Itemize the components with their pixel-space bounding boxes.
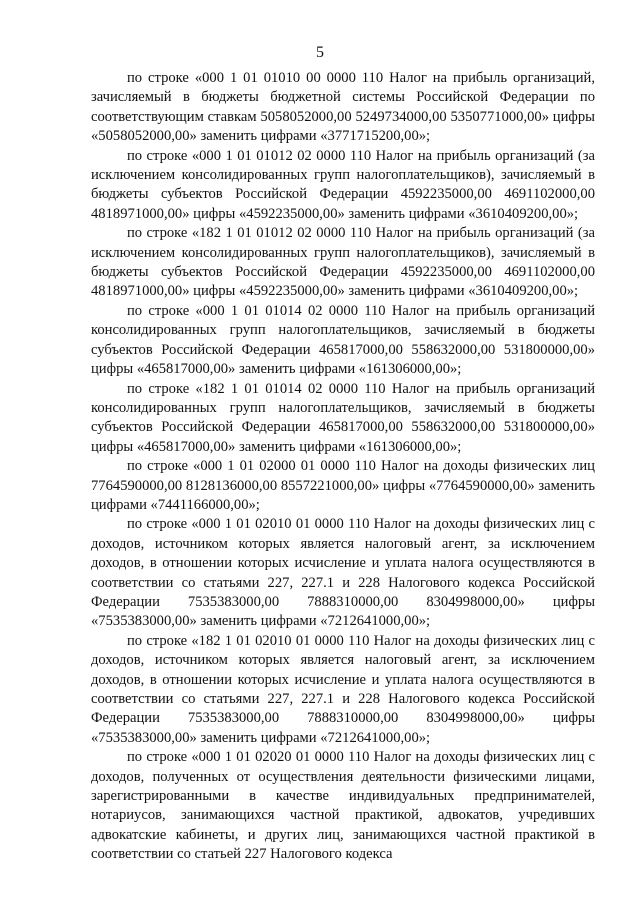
paragraph-8: по строке «182 1 01 02010 01 0000 110 Налог на доходы физических лиц с доходов, источником которых является налоговый агент, за исключением доходов, в отношении которых исчисление и уплата налога осуществляются в соответствии со статьями 227, 227.1 и 228 Налогового кодекса Российской Федерации 7535383000,00 7888310000,00 8304998000,00» цифры «7535383000,00» заменить цифрами «7212641000,00»; <box>91 632 595 746</box>
paragraph-6: по строке «000 1 01 02000 01 0000 110 Налог на доходы физических лиц 7764590000,00 8128136000,00 8557221000,00» цифры «7764590000,00» заменить цифрами «7441166000,00»; <box>91 458 595 513</box>
page-number: 5 <box>316 44 324 61</box>
paragraph-9: по строке «000 1 01 02020 01 0000 110 Налог на доходы физических лиц с доходов, полученных от осуществления деятельности физическими лицами, зарегистрированными в качестве индивидуальных предпринимателей, нотариусов, занимающихся частной практикой, адвокатов, учредивших адвокатские кабинеты, и других лиц, занимающихся частной практикой в соответствии со статьей 227 Налогового кодекса <box>91 749 595 863</box>
document-body <box>91 69 595 865</box>
paragraph-1: по строке «000 1 01 01010 00 0000 110 Налог на прибыль организаций, зачисляемый в бюджеты бюджетной системы Российской Федерации по соответствующим ставкам 5058052000,00 5249734000,00 5350771000,00» цифры «5058052000,00» заменить цифрами «3771715200,00»; <box>91 70 595 145</box>
paragraph-3: по строке «182 1 01 01012 02 0000 110 Налог на прибыль организаций (за исключением консолидированных групп налогоплательщиков), зачисляемый в бюджеты субъектов Российской Федерации 4592235000,00 4691102000,00 4818971000,00» цифры «4592235000,00» заменить цифрами «3610409200,00»; <box>91 225 595 300</box>
paragraph-4: по строке «000 1 01 01014 02 0000 110 Налог на прибыль организаций консолидированных групп налогоплательщиков, зачисляемый в бюджеты субъектов Российской Федерации 465817000,00 558632000,00 531800000,00» цифры «465817000,00» заменить цифрами «161306000,00»; <box>91 302 595 378</box>
paragraph-7: по строке «000 1 01 02010 01 0000 110 Налог на доходы физических лиц с доходов, источником которых является налоговый агент, за исключением доходов, в отношении которых исчисление и уплата налога осуществляются в соответствии со статьями 227, 227.1 и 228 Налогового кодекса Российской Федерации 7535383000,00 7888310000,00 8304998000,00» цифры «7535383000,00» заменить цифрами «7212641000,00»; <box>91 516 595 630</box>
paragraph-5: по строке «182 1 01 01014 02 0000 110 Налог на прибыль организаций консолидированных групп налогоплательщиков, зачисляемый в бюджеты субъектов Российской Федерации 465817000,00 558632000,00 531800000,00» цифры «465817000,00» заменить цифрами «161306000,00»; <box>91 380 595 455</box>
paragraph-2: по строке «000 1 01 01012 02 0000 110 Налог на прибыль организаций (за исключением консолидированных групп налогоплательщиков), зачисляемый в бюджеты субъектов Российской Федерации 4592235000,00 4691102000,00 4818971000,00» цифры «4592235000,00» заменить цифрами «3610409200,00»; <box>91 147 595 222</box>
